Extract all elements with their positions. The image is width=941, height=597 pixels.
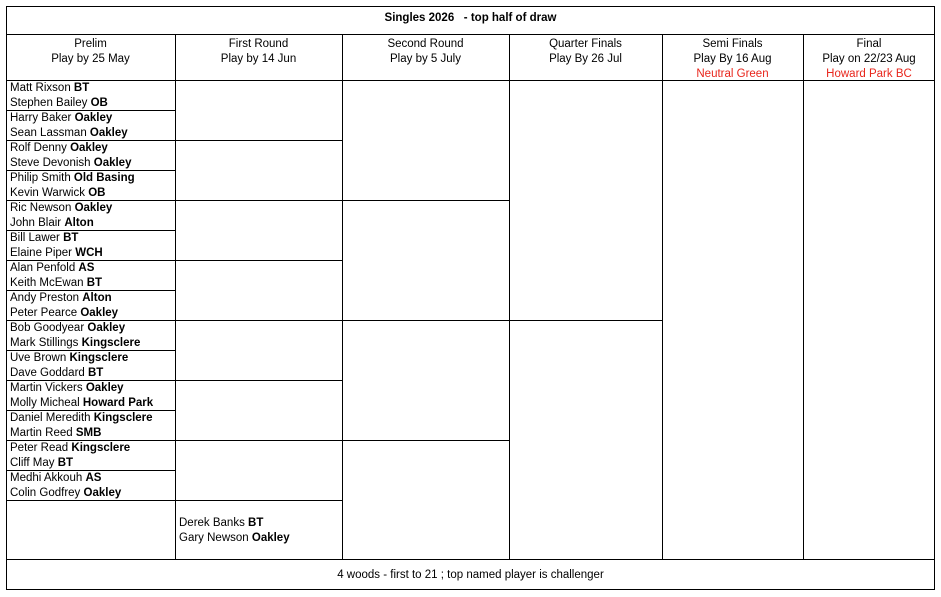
round-date: Play By 26 Jul	[549, 53, 622, 65]
column-divider-2	[342, 34, 343, 559]
player-entry	[10, 231, 78, 246]
player-name: Sean Lassman	[10, 127, 87, 139]
player-club: AS	[85, 472, 102, 484]
player-club: Howard Park	[82, 397, 154, 409]
player-name: Ric Newson	[10, 202, 72, 214]
player-name: Stephen Bailey	[10, 97, 88, 109]
player-entry	[10, 336, 140, 351]
bye-player-entry	[179, 516, 263, 531]
player-club: Oakley	[85, 382, 124, 394]
player-name: Keith McEwan	[10, 277, 84, 289]
player-entry	[10, 201, 112, 216]
player-name: Peter Read	[10, 442, 69, 454]
player-name: Derek Banks	[179, 517, 245, 529]
player-entry	[10, 81, 89, 96]
player-entry	[10, 126, 128, 141]
player-entry	[10, 141, 108, 156]
round-name: Semi Finals	[702, 38, 763, 50]
quarter-final-divider	[509, 320, 662, 321]
second-round-divider	[342, 320, 509, 321]
round-header-first-round	[175, 37, 342, 67]
column-divider-1	[175, 34, 176, 559]
player-entry	[10, 246, 103, 261]
player-club: BT	[86, 277, 103, 289]
player-name: Alan Penfold	[10, 262, 76, 274]
player-name: Mark Stillings	[10, 337, 79, 349]
player-club: Oakley	[87, 322, 126, 334]
player-entry	[10, 396, 153, 411]
second-round-divider	[342, 200, 509, 201]
first-round-divider	[175, 440, 342, 441]
column-divider-4	[662, 34, 663, 559]
player-entry	[10, 111, 112, 126]
player-name: Daniel Meredith	[10, 412, 91, 424]
column-divider-5	[803, 34, 804, 559]
player-club: BT	[73, 82, 90, 94]
player-club: Oakley	[70, 142, 108, 154]
player-club: Alton	[64, 217, 94, 229]
round-name: First Round	[228, 38, 289, 50]
player-name: Dave Goddard	[10, 367, 85, 379]
round-header-semi-finals	[662, 37, 803, 82]
footer-divider	[6, 559, 935, 560]
player-club: Kingsclere	[93, 412, 153, 424]
player-name: Cliff May	[10, 457, 55, 469]
player-name: Matt Rixson	[10, 82, 71, 94]
player-name: Gary Newson	[179, 532, 249, 544]
round-name: Second Round	[387, 38, 464, 50]
player-name: Elaine Piper	[10, 247, 73, 259]
round-header-second-round	[342, 37, 509, 67]
player-name: Martin Vickers	[10, 382, 83, 394]
player-entry	[10, 366, 103, 381]
player-name: Harry Baker	[10, 112, 72, 124]
player-entry	[10, 456, 73, 471]
player-club: BT	[57, 457, 74, 469]
player-entry	[10, 486, 121, 501]
player-entry	[10, 441, 130, 456]
player-club: Oakley	[80, 307, 119, 319]
column-divider-3	[509, 34, 510, 559]
first-round-divider	[175, 380, 342, 381]
player-club: OB	[90, 97, 108, 109]
player-club: Oakley	[83, 487, 122, 499]
player-club: Old Basing	[73, 172, 135, 184]
player-club: Oakley	[89, 127, 128, 139]
round-header-prelim	[6, 37, 175, 67]
player-name: Steve Devonish	[10, 157, 91, 169]
player-club: AS	[78, 262, 95, 274]
player-club: BT	[63, 232, 79, 244]
round-name: Final	[856, 38, 882, 50]
draw-title: Singles 2026 - top half of draw	[384, 12, 557, 24]
round-date: Play by 25 May	[51, 53, 130, 65]
player-name: Andy Preston	[10, 292, 80, 304]
first-round-divider	[175, 320, 342, 321]
player-club: Oakley	[251, 532, 290, 544]
player-name: Philip Smith	[10, 172, 71, 184]
player-club: WCH	[75, 247, 103, 259]
player-club: Oakley	[74, 112, 113, 124]
player-club: BT	[248, 517, 264, 529]
player-entry	[10, 171, 135, 186]
second-round-divider	[342, 440, 509, 441]
player-name: Colin Godfrey	[10, 487, 81, 499]
round-date: Play by 14 Jun	[220, 53, 297, 65]
player-club: BT	[88, 367, 104, 379]
player-entry	[10, 351, 128, 366]
player-entry	[10, 321, 125, 336]
player-name: Martin Reed	[10, 427, 73, 439]
round-date: Play By 16 Aug	[693, 53, 772, 65]
rules-note: 4 woods - first to 21 ; top named player is challenger	[337, 569, 604, 581]
player-entry	[10, 276, 102, 291]
player-entry	[10, 471, 101, 486]
player-name: Peter Pearce	[10, 307, 78, 319]
bye-player-entry	[179, 531, 290, 546]
player-entry	[10, 96, 108, 111]
player-entry	[10, 381, 124, 396]
player-name: Medhi Akkouh	[10, 472, 83, 484]
round-date: Play by 5 July	[390, 53, 461, 65]
player-name: Kevin Warwick	[10, 187, 85, 199]
player-club: SMB	[75, 427, 102, 439]
first-round-divider	[175, 260, 342, 261]
round-date: Play on 22/23 Aug	[822, 53, 916, 65]
player-entry	[10, 261, 94, 276]
player-entry	[10, 186, 105, 201]
player-name: John Blair	[10, 217, 62, 229]
player-name: Uve Brown	[10, 352, 67, 364]
player-club: Alton	[82, 292, 112, 304]
player-name: Rolf Denny	[10, 142, 67, 154]
player-club: Oakley	[93, 157, 132, 169]
draw-sheet-border	[6, 6, 935, 590]
first-round-divider	[175, 140, 342, 141]
player-club: Oakley	[74, 202, 113, 214]
player-name: Bill Lawer	[10, 232, 60, 244]
player-entry	[10, 426, 101, 441]
player-entry	[10, 291, 112, 306]
player-club: Kingsclere	[71, 442, 131, 454]
round-header-quarter-finals	[509, 37, 662, 67]
player-entry	[10, 306, 118, 321]
first-round-divider	[175, 500, 342, 501]
player-name: Molly Micheal	[10, 397, 80, 409]
round-name: Quarter Finals	[549, 38, 622, 50]
player-entry	[10, 411, 153, 426]
player-club: OB	[88, 187, 106, 199]
player-club: Kingsclere	[81, 337, 141, 349]
player-name: Bob Goodyear	[10, 322, 85, 334]
round-name: Prelim	[74, 38, 107, 50]
player-entry	[10, 156, 131, 171]
player-club: Kingsclere	[69, 352, 129, 364]
player-entry	[10, 216, 94, 231]
round-venue: Howard Park BC	[826, 68, 912, 80]
first-round-divider	[175, 200, 342, 201]
round-venue: Neutral Green	[696, 68, 769, 80]
title-divider	[6, 34, 935, 35]
round-header-final	[803, 37, 935, 82]
